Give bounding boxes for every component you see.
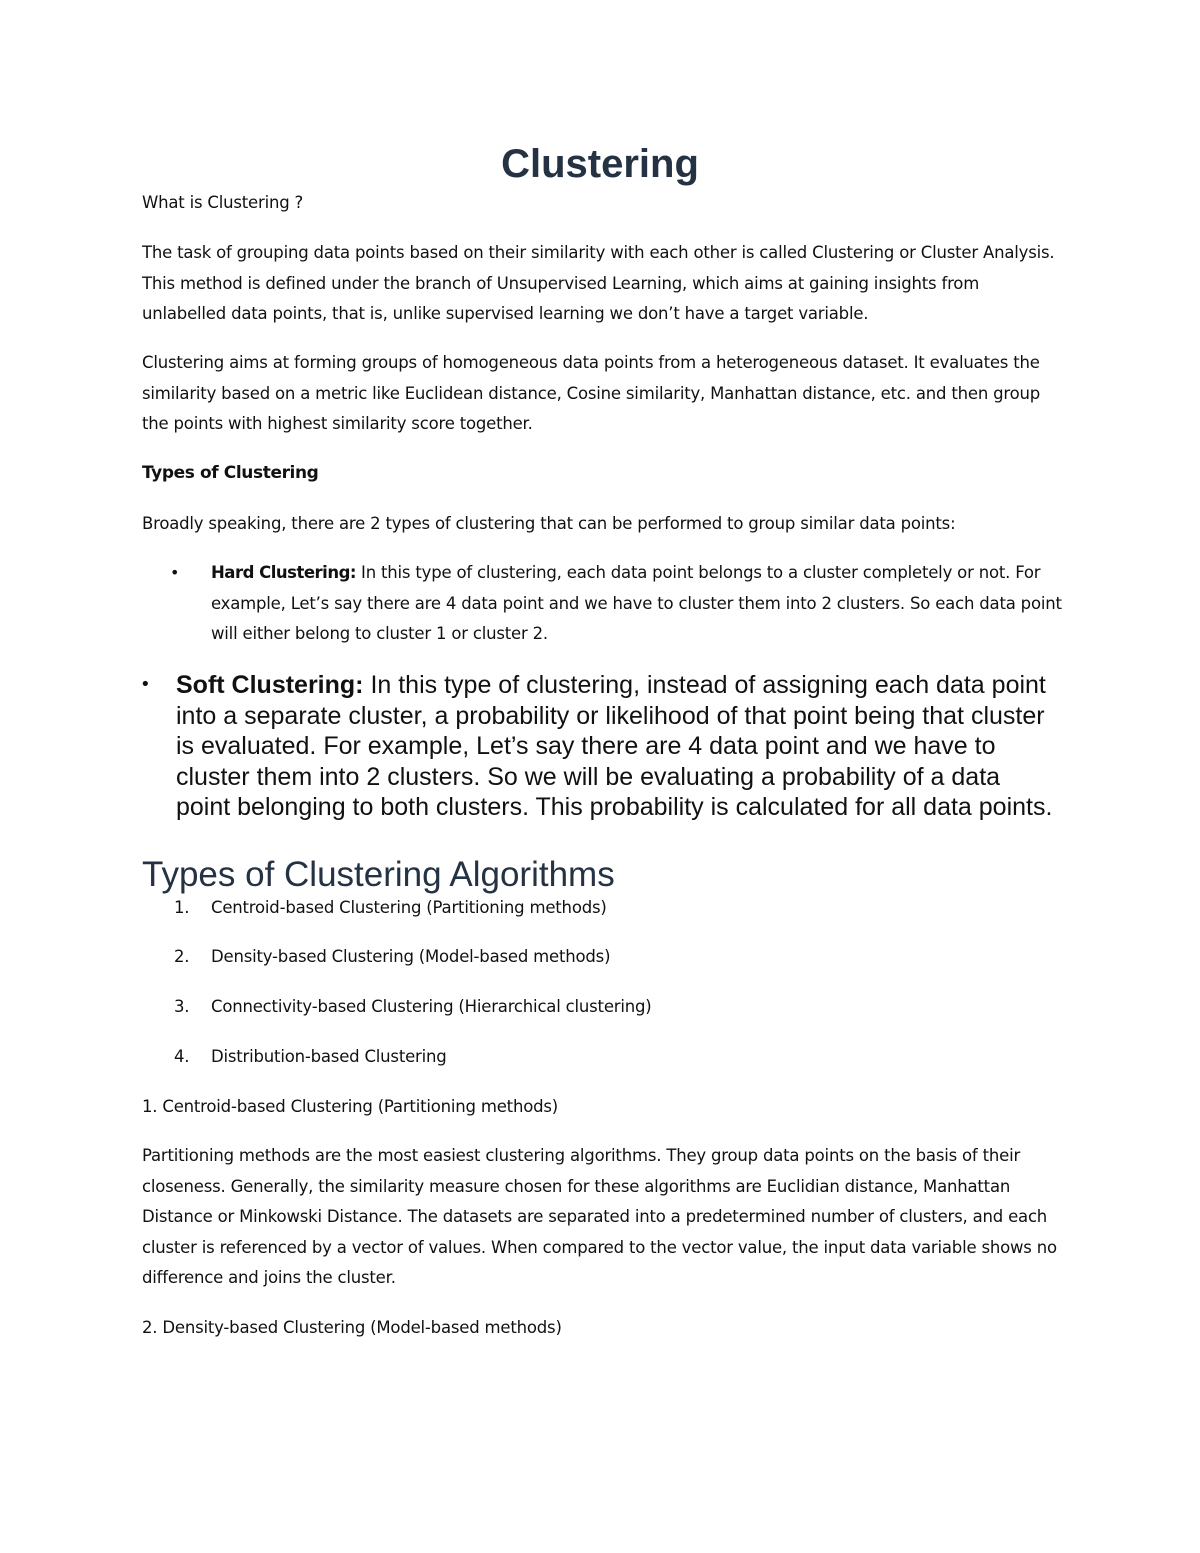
list-item-text: Density-based Clustering (Model-based methods): [211, 947, 611, 966]
aims-paragraph: Clustering aims at forming groups of homogeneous data points from a heterogeneous dataset. It evaluates the similarity based on a metric like Euclidean distance, Cosine similarity, Manhattan distance, etc. and then group the points with highest similarity score together.: [142, 353, 1041, 433]
density-section-heading: 2. Density-based Clustering (Model-based methods): [142, 1318, 562, 1337]
algorithm-list-item: [174, 1042, 447, 1073]
bullet-icon: •: [140, 674, 151, 695]
list-number: 1.: [174, 898, 190, 917]
bullet-icon: •: [170, 563, 180, 582]
partitioning-paragraph: Partitioning methods are the most easiest clustering algorithms. They group data points on the basis of their closeness. Generally, the similarity measure chosen for these algorithms are Euclidian distance, Manhattan Distance or Minkowski Distance. The datasets are separated into a predetermined number of clusters, and each cluster is referenced by a vector of values. When compared to the vector value, the input data variable shows no difference and joins the cluster.: [142, 1146, 1057, 1287]
document-title: Clustering: [501, 142, 699, 186]
list-item-text: Centroid-based Clustering (Partitioning methods): [211, 898, 607, 917]
list-number: 2.: [174, 947, 190, 966]
centroid-section-heading: 1. Centroid-based Clustering (Partitioning methods): [142, 1097, 559, 1116]
algorithm-list-item: [174, 942, 610, 973]
hard-clustering-text: In this type of clustering, each data point belongs to a cluster completely or not. For example, Let’s say there are 4 data point and we have to cluster them into 2 clusters. So each data point will either belong to cluster 1 or cluster 2.: [211, 563, 1062, 643]
types-of-clustering-heading: Types of Clustering: [142, 463, 319, 483]
list-number: 4.: [174, 1047, 190, 1066]
list-item-text: Distribution-based Clustering: [211, 1047, 447, 1066]
broadly-paragraph: Broadly speaking, there are 2 types of clustering that can be performed to group similar data points:: [142, 514, 956, 533]
algorithm-list-item: [174, 893, 607, 924]
intro-paragraph: The task of grouping data points based on their similarity with each other is called Clustering or Cluster Analysis. This method is defined under the branch of Unsupervised Learning, which aims at gaining insights from unlabelled data points, that is, unlike supervised learning we don’t have a target variable.: [142, 243, 1055, 323]
hard-clustering-label: Hard Clustering:: [211, 563, 356, 582]
algorithm-list-item: [174, 992, 652, 1023]
soft-clustering-text: In this type of clustering, instead of assigning each data point into a separate cluster, a probability or likelihood of that point being that cluster is evaluated. For example, Let’s say there are 4 data point and we have to cluster them into 2 clusters. So we will be evaluating a probability of a data point belonging to both clusters. This probability is calculated for all data points.: [176, 671, 1053, 821]
algorithms-heading: Types of Clustering Algorithms: [142, 855, 615, 894]
what-is-question: What is Clustering ?: [142, 193, 304, 212]
list-item-text: Connectivity-based Clustering (Hierarchical clustering): [211, 997, 652, 1016]
soft-clustering-label: Soft Clustering:: [176, 671, 364, 699]
list-number: 3.: [174, 997, 190, 1016]
